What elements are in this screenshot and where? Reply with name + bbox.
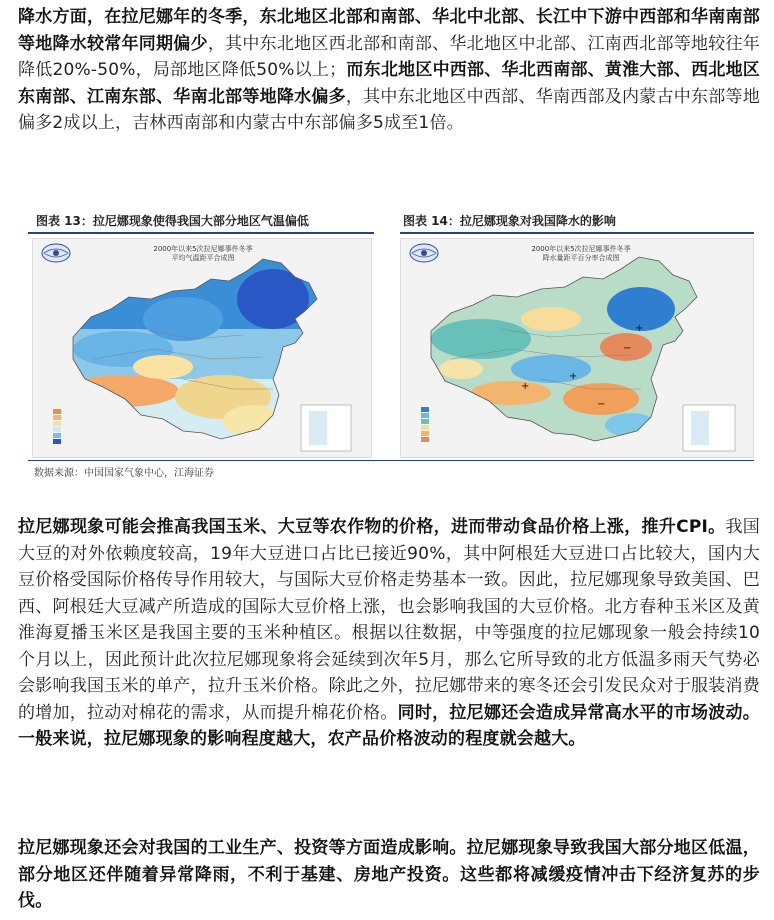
china-map-precipitation <box>401 239 753 457</box>
figure-14-rule <box>400 232 754 234</box>
paragraph-precipitation <box>18 4 760 137</box>
figure-block <box>28 208 754 480</box>
legend-swatches <box>53 409 61 444</box>
figure-source: 数据来源：中国国家气象中心，江海证券 <box>34 468 214 479</box>
body-text: ，其中东北地区西北部和南部、华北地区中北部、江南西北部等地较往年降低20%-50%，局部地区降低50%以上； <box>18 33 760 80</box>
body-text: ，其中东北地区中西部、华南西部及内蒙古中东部等地偏多2成以上，吉林西南部和内蒙古中东部偏多5成至1倍。 <box>18 86 760 133</box>
figure-13-title: 图表 13：拉尼娜现象使得我国大部分地区气温偏低 <box>36 214 309 228</box>
figure-bottom-rule <box>28 460 754 461</box>
svg-text:+: + <box>569 371 578 382</box>
map-caption: 2000年以来5次拉尼娜事件冬季 平均气温距平合成图 <box>153 245 253 262</box>
bold-text: 拉尼娜现象可能会推高我国玉米、大豆等农作物的价格，进而带动食品价格上涨，推升CPI。 <box>18 517 726 537</box>
china-map-temperature <box>33 239 371 457</box>
map-caption: 2000年以来5次拉尼娜事件冬季 降水量距平百分率合成图 <box>531 245 631 262</box>
svg-text:+: + <box>635 323 644 334</box>
paragraph-industry <box>18 835 760 915</box>
body-text: 我国大豆的对外依赖度较高，19年大豆进口占比已接近90%，其中阿根廷大豆进口占比较大，国内大豆价格受国际价格传导作用较大，与国际大豆价格走势基本一致。因此，拉尼娜现象导致美国、巴西、阿根廷大豆减产所造成的国际大豆价格上涨，也会影响我国的大豆价格。北方春种玉米区及黄淮海夏播玉米区是我国主要的玉米种植区。根据以往数据，中等强度的拉尼娜现象一般会持续10个月以上，因此预计此次拉尼娜现象将会延续到次年5月，那么它所导致的北方低温多雨天气势必会影响我国玉米的单产，拉升玉米价格。除此之外，拉尼娜带来的寒冬还会引发民众对于服装消费的增加，拉动对棉花的需求，从而提升棉花价格。 <box>18 517 760 723</box>
paragraph-crop-prices <box>18 514 760 753</box>
bold-text: 而东北地区中西部、华北西南部、黄淮大部、西北地区东南部、江南东部、华南北部等地降水偏多 <box>18 60 760 107</box>
svg-text:−: − <box>597 399 606 410</box>
figure-14-title: 图表 14：拉尼娜现象对我国降水的影响 <box>403 214 616 228</box>
svg-text:+: + <box>521 381 530 392</box>
temperature-anomaly-map <box>32 238 372 458</box>
bold-text: 同时，拉尼娜还会造成异常高水平的市场波动。一般来说，拉尼娜现象的影响程度越大，农产品价格波动的程度就会越大。 <box>18 702 760 749</box>
bold-text: 拉尼娜现象还会对我国的工业生产、投资等方面造成影响。拉尼娜现象导致我国大部分地区低温，部分地区还伴随着异常降雨，不利于基建、房地产投资。这些都将减缓疫情冲击下经济复苏的步伐。 <box>18 838 760 911</box>
svg-text:−: − <box>623 343 632 354</box>
precipitation-anomaly-map <box>400 238 754 458</box>
legend-swatches <box>421 407 429 442</box>
bold-text: 降水方面，在拉尼娜年的冬季，东北地区北部和南部、华北中北部、长江中下游中西部和华南南部等地降水较常年同期偏少 <box>18 7 760 54</box>
figure-13-rule <box>28 232 374 234</box>
